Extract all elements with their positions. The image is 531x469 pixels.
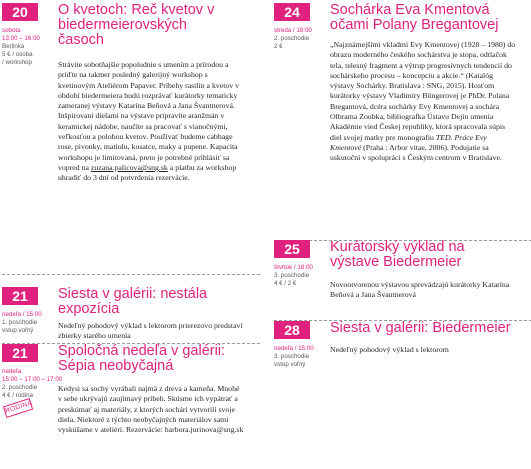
description-text: Strávite sobotňajšie popoludnie s umením a prírodou a príďte na takmer posledný galerijný workshop s kvetinovým Ateliérom Papaver. Príbehy rastlín a kvetov v období biedermeiera budú rozprávať kurátorky tematicky zameranej výstavy Katarína Beňová a Jana Švantnerová. Inšpirovaní dielami na výstave pripravíte aranžmán v keramickej nádobe, naučíte sa pracovať s vianočnými, veľkosťou a polohou kvetov. Používať budeme cabbage rose, pivonky, matiolu, kosatce, maky a pupene. Kapacita workshopu je limitovaná, preto je potrebné prihlásiť sa vopred na <box>58 60 240 172</box>
meta-day: sobota <box>2 27 21 34</box>
event-meta <box>2 368 63 400</box>
description-text: „Najznámejšími vkladmi Evy Kmentovej (1928 – 1980) do obrazu moderného českého sochárstva je stopa, odtlačok tela, telesný fragment a výtrup progresívnych tendencií do sochárskeho procesu – koncepciu a akcie.“ (Katalóg výstavy Sochárky. Bratislava : SNG, 2015). Hosťom kurátorky výstavy Vladimíry Büngerovej je PhDr. Polana Bregantová, dcéra sochárky Evy Kmentovej a sochára Olbrama Zoubka, bibliografka Ústavu Dejín umenia Akadémie vied Českej republiky, ktorá spracovala súpis diel svojej matky pre monografiu <box>330 40 516 142</box>
meta-day: nedeľa / 15:00 <box>2 311 42 318</box>
book-title: TED. Práce Evy Kmentové <box>330 132 487 152</box>
meta-day: streda / 18:00 <box>274 27 312 34</box>
event-meta <box>274 264 326 288</box>
day-badge: 20 <box>2 3 38 21</box>
event-title: O kvetoch: Reč kvetov v biedermeierovských časoch <box>58 2 215 48</box>
meta-price: 2 € <box>274 43 283 50</box>
day-badge: 21 <box>2 344 38 362</box>
meta-day: nedeľa <box>2 368 22 375</box>
day-badge: 24 <box>274 3 310 21</box>
meta-price: vstup voľný <box>2 327 34 334</box>
event-title: Sochárka Eva Kmentová očami Polany Bregantovej <box>330 2 499 33</box>
event-description: Nedeľný pohodový výklad s lektorom <box>330 345 449 354</box>
event-title: Spoločná nedeľa v galérii: Sépia neobyčajná <box>58 343 226 374</box>
email-link[interactable]: barbora.jurinova@sng.sk <box>164 425 244 435</box>
description-text-end: a platbu za workshop uhradiť do 3 dní od potvrdenia rezervácie. <box>58 162 237 183</box>
event-description <box>58 60 244 184</box>
event-description: Novootvorenou výstavou sprevádzajú kurátorky Katarína Beňová a Jana Švantnerová <box>330 280 510 300</box>
event-title: Siesta v galérii: nestála expozícia <box>58 286 208 317</box>
event-description <box>330 40 518 164</box>
day-badge: 21 <box>2 287 38 305</box>
meta-time: 13:00 – 16:00 <box>2 35 40 42</box>
divider <box>2 274 260 275</box>
description-text-end: (Praha : Arbor vitae, 2006). Podujatie sa uskutoční v spolupráci s Českým centrom v Bratislave. <box>330 142 502 163</box>
family-stamp: RODINA <box>3 398 33 418</box>
meta-price: vstup voľný <box>274 361 306 368</box>
meta-place: 2. poschodie <box>2 384 38 391</box>
description-text: Kedysi sa sochy vyrábali najmä z dreva a kameňa. Mnohé v sebe ukrývajú zaujímavý príbeh. Skúsme ich vypátrať a preskúmať aj materiály, z ktorých sochári vytvorili svoje diela. Niektoré z týchto neobyčajných materiálov sami vyskúšame v ateliéri. Rezervácie: <box>58 384 240 435</box>
event-title: Siesta v galérii: Biedermeier <box>330 320 511 336</box>
event-description: Nedeľný pohodový výklad s lektorom prierezovo predstaví zbierky starého umenia <box>58 321 243 341</box>
meta-price: 4 € / rodina <box>2 392 33 399</box>
meta-place: 1. poschodie <box>2 319 38 326</box>
meta-type: / workshop <box>2 59 32 66</box>
meta-place: Berlinka <box>2 43 25 50</box>
event-title: Kurátorský výklad na výstave Biedermeier <box>330 239 465 270</box>
meta-place: 2. poschodie <box>274 35 310 42</box>
meta-day: nedeľa / 15:00 <box>274 345 314 352</box>
meta-place: 3. poschodie <box>274 272 310 279</box>
event-meta <box>274 345 326 369</box>
meta-price: 4 € / 2 € <box>274 280 297 287</box>
meta-place: 3. poschodie <box>274 353 310 360</box>
day-badge: 28 <box>274 321 310 339</box>
event-meta <box>274 27 326 51</box>
meta-day: štvrtok / 18:00 <box>274 264 313 271</box>
event-meta <box>2 311 54 335</box>
meta-price: 5 € / osoba <box>2 51 33 58</box>
meta-time: 15:00 – 17:00 – 17:00 <box>2 376 63 383</box>
event-description <box>58 384 244 435</box>
day-badge: 25 <box>274 240 310 258</box>
email-link[interactable]: zuzana.palicova@sng.sk <box>90 162 168 172</box>
event-meta <box>2 27 54 67</box>
